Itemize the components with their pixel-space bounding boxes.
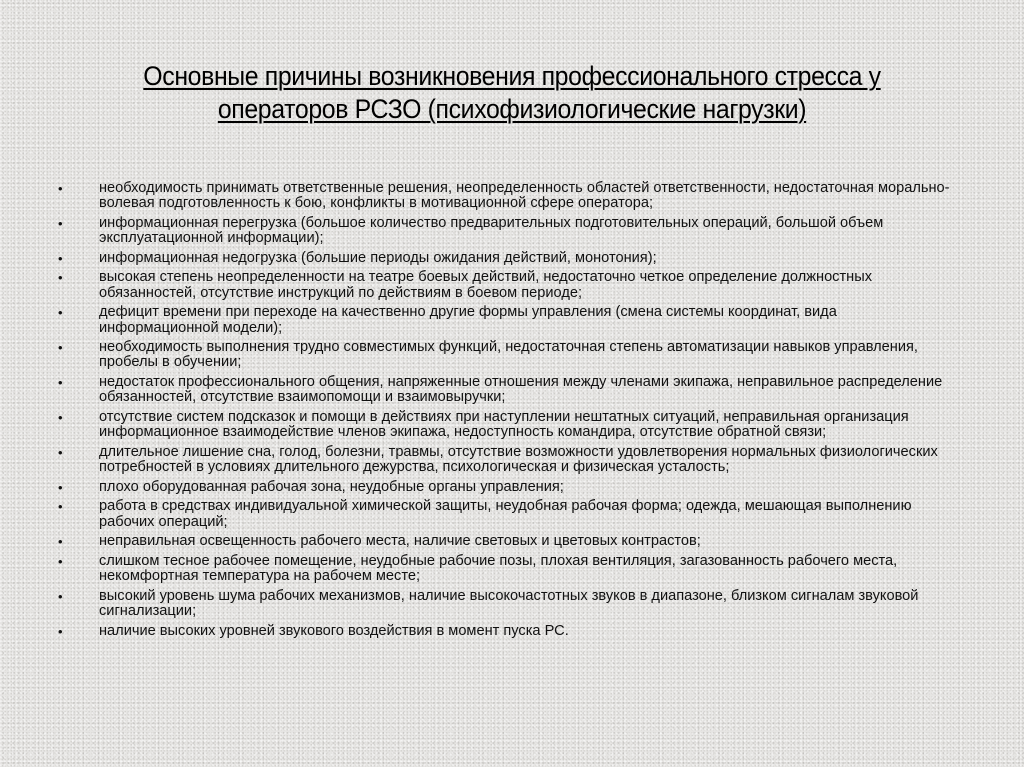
slide-title-text: Основные причины возникновения профессионального стресса у операторов РСЗО (психофизиологические нагрузки) [143, 61, 881, 124]
list-item-text: наличие высоких уровней звукового воздействия в момент пуска РС. [99, 622, 569, 639]
list-item-text: работа в средствах индивидуальной химической защиты, неудобная рабочая форма; одежда, мешающая выполнению рабочих операций; [99, 498, 912, 530]
list-item [58, 624, 958, 639]
bullet-icon: • [58, 588, 63, 604]
bullet-icon: • [58, 553, 63, 569]
list-item [58, 499, 958, 530]
list-item [58, 554, 958, 585]
list-item-text: высокий уровень шума рабочих механизмов, наличие высокочастотных звуков в диапазоне, близком сигналам звуковой сигнализации; [99, 587, 919, 619]
list-item-text: длительное лишение сна, голод, болезни, травмы, отсутствие возможности удовлетворения нормальных физиологических потребностей в условиях длительного дежурства, психологическая и физическая усталость; [99, 443, 938, 476]
list-item [58, 181, 958, 212]
bullet-list [58, 181, 958, 643]
bullet-icon: • [58, 181, 63, 196]
bullet-icon: • [58, 444, 63, 460]
bullet-icon: • [58, 215, 63, 231]
list-item-text: информационная перегрузка (большое количество предварительных подготовительных операций, большой объем эксплуатационной информации); [99, 214, 884, 247]
list-item-text: высокая степень неопределенности на театре боевых действий, недостаточно четкое определение должностных обязанностей, отсутствие инструкций по действиям в боевом периоде; [99, 269, 873, 301]
list-item [58, 305, 958, 336]
list-item [58, 534, 958, 549]
list-item [58, 340, 958, 371]
bullet-icon: • [58, 409, 63, 425]
list-item [58, 216, 958, 247]
list-item [58, 589, 958, 620]
bullet-icon: • [58, 340, 63, 356]
list-item-text: плохо оборудованная рабочая зона, неудобные органы управления; [99, 478, 564, 495]
slide-title [96, 60, 928, 126]
bullet-icon: • [58, 534, 63, 550]
list-item-text: отсутствие систем подсказок и помощи в действиях при наступлении нештатных ситуаций, неправильная организация информационное взаимодействие членов экипажа, недоступность командира, отсутствие обратной связи; [99, 408, 909, 441]
list-item-text: необходимость принимать ответственные решения, неопределенность областей ответственности, недостаточная морально-волевая подготовленность к бою, конфликты в мотивационной сфере оператора; [99, 180, 950, 212]
bullet-icon: • [58, 375, 63, 391]
list-item-text: информационная недогрузка (большие периоды ожидания действий, монотония); [99, 249, 657, 266]
list-item [58, 270, 958, 301]
bullet-icon: • [58, 623, 63, 639]
bullet-icon: • [58, 479, 63, 495]
list-item-text: слишком тесное рабочее помещение, неудобные рабочие позы, плохая вентиляция, загазованность рабочего места, некомфортная температура на рабочем месте; [99, 552, 898, 585]
list-item [58, 410, 958, 441]
list-item [58, 480, 958, 495]
bullet-icon: • [58, 499, 63, 515]
list-item [58, 375, 958, 406]
list-item-text: необходимость выполнения трудно совместимых функций, недостаточная степень автоматизации навыков управления, пробелы в обучении; [99, 339, 918, 371]
list-item [58, 251, 958, 266]
list-item-text: недостаток профессионального общения, напряженные отношения между членами экипажа, неправильное распределение обязанностей, отсутствие взаимопомощи и взаимовыручки; [99, 374, 943, 406]
bullet-icon: • [58, 270, 63, 286]
bullet-icon: • [58, 305, 63, 321]
bullet-icon: • [58, 250, 63, 266]
list-item [58, 445, 958, 476]
list-item-text: дефицит времени при переходе на качественно другие формы управления (смена системы координат, вида информационной модели); [99, 304, 837, 336]
list-item-text: неправильная освещенность рабочего места, наличие световых и цветовых контрастов; [99, 533, 701, 550]
